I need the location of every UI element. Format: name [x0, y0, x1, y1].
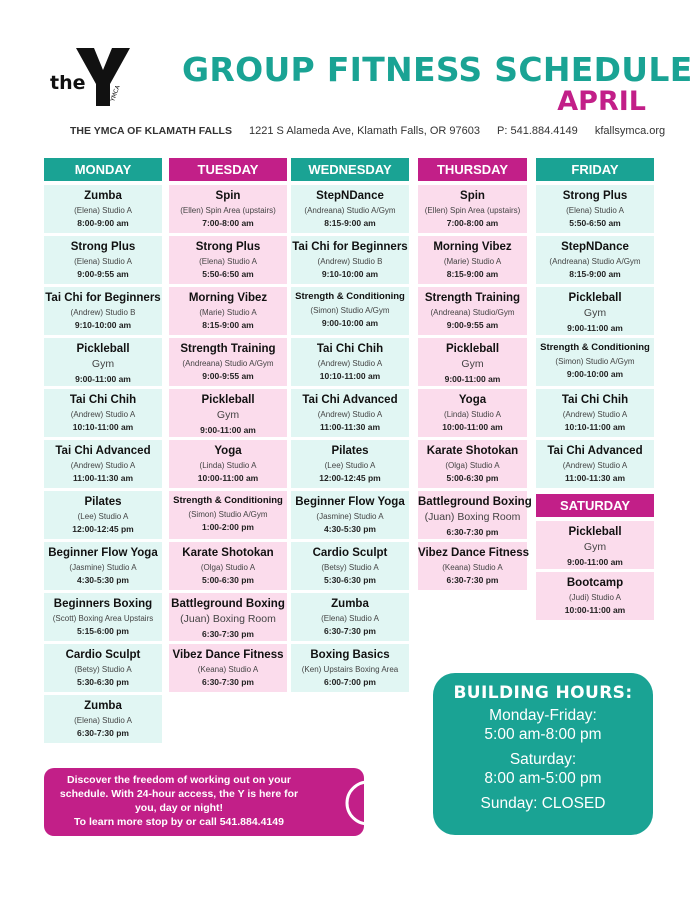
class-location: (Betsy) Studio A	[74, 665, 132, 675]
class-location: (Andrew) Studio A	[562, 410, 628, 420]
class-name: Morning Vibez	[433, 241, 512, 253]
class-name: StepNDance	[316, 190, 384, 202]
class-time: 11:00-11:30 am	[564, 473, 626, 484]
class-location: (Andreana) Studio/Gym	[430, 308, 515, 318]
class-block-wednesday	[291, 185, 409, 233]
class-name: Strength & Conditioning	[540, 342, 650, 353]
class-time: 8:15-9:00 am	[324, 218, 376, 229]
class-block-tuesday	[169, 389, 287, 437]
class-name: Pickleball	[201, 394, 255, 406]
class-time: 4:30-5:30 pm	[324, 524, 376, 535]
class-time: 4:30-5:30 pm	[77, 575, 129, 586]
page-title: GROUP FITNESS SCHEDULE	[182, 50, 693, 89]
class-location: (Olga) Studio A	[200, 563, 256, 573]
contact-line	[70, 125, 679, 137]
class-time: 5:15-6:00 pm	[77, 626, 129, 637]
class-block-thursday	[418, 389, 527, 437]
class-block-monday	[44, 695, 162, 743]
promo-line-1: Discover the freedom of working out on your schedule. With 24-hour access, the Y is here for you, day or night!	[59, 774, 299, 814]
class-time: 9:00-10:00 am	[566, 368, 624, 379]
class-name: Tai Chi Advanced	[547, 445, 643, 457]
ymca-logo	[50, 44, 132, 108]
class-location: (Judi) Studio A	[568, 593, 622, 603]
class-time: 6:30-7:30 pm	[77, 728, 129, 739]
class-block-tuesday	[169, 542, 287, 590]
class-location: (Ellen) Spin Area (upstairs)	[180, 206, 276, 216]
class-name: Strength Training	[180, 343, 276, 355]
promo-banner	[44, 768, 364, 836]
class-location: (Scott) Boxing Area Upstairs	[52, 614, 154, 624]
class-name: Tai Chi Chih	[69, 394, 137, 406]
logo-tag: YMCA	[109, 84, 122, 103]
class-name: Tai Chi Advanced	[302, 394, 398, 406]
class-time: 9:00-9:55 am	[446, 320, 499, 331]
class-name: Tai Chi Chih	[316, 343, 384, 355]
class-time: 5:50-6:50 am	[202, 269, 254, 280]
class-block-wednesday	[291, 287, 409, 335]
class-time: 9:00-11:00 am	[444, 373, 501, 384]
class-time: 10:10-11:00 am	[72, 422, 134, 433]
class-block-thursday	[418, 287, 527, 335]
class-time: 9:10-10:00 am	[74, 320, 132, 331]
class-time: 9:00-11:00 am	[75, 373, 131, 384]
day-header-saturday: SATURDAY	[536, 494, 654, 517]
class-block-monday	[44, 440, 162, 488]
class-time: 1:00-2:00 pm	[202, 521, 254, 532]
class-block-friday	[536, 389, 654, 437]
class-location: (Andreana) Studio A/Gym	[549, 257, 641, 267]
class-time: 9:00-11:00 am	[567, 322, 623, 333]
class-location: (Jasmine) Studio A	[69, 563, 137, 573]
class-block-wednesday	[291, 644, 409, 692]
class-block-wednesday	[291, 389, 409, 437]
class-location: Gym	[91, 358, 115, 371]
class-name: Tai Chi for Beginners	[292, 241, 408, 253]
class-time: 9:00-10:00 am	[321, 317, 379, 328]
class-time: 6:30-7:30 pm	[202, 628, 254, 639]
building-hours-heading: BUILDING HOURS:	[453, 683, 633, 703]
class-location: (Linda) Studio A	[199, 461, 257, 471]
class-block-thursday	[418, 491, 532, 539]
saturday-label: Saturday:	[509, 750, 577, 768]
class-time: 10:10-11:00 am	[564, 422, 626, 433]
class-location: (Andrew) Studio A	[70, 410, 136, 420]
class-name: Yoga	[458, 394, 487, 406]
class-name: Beginner Flow Yoga	[48, 547, 158, 559]
class-name: StepNDance	[561, 241, 629, 253]
class-time: 12:00-12:45 pm	[72, 524, 134, 535]
class-time: 5:30-6:30 pm	[77, 677, 129, 688]
class-location: (Elena) Studio A	[74, 257, 132, 267]
class-name: Cardio Sculpt	[65, 649, 141, 661]
class-time: 6:30-7:30 pm	[446, 575, 499, 586]
building-hours-panel	[433, 673, 653, 835]
class-location: (Andrew) Studio A	[562, 461, 628, 471]
month-label: APRIL	[557, 86, 646, 117]
class-time: 12:00-12:45 pm	[319, 473, 381, 484]
class-name: Pilates	[84, 496, 122, 508]
class-location: (Ken) Upstairs Boxing Area	[301, 665, 399, 675]
class-name: Beginners Boxing	[53, 598, 153, 610]
class-location: (Elena) Studio A	[74, 716, 132, 726]
class-block-thursday	[418, 236, 527, 284]
class-time: 11:00-11:30 am	[72, 473, 134, 484]
class-location: (Elena) Studio A	[566, 206, 624, 216]
class-time: 8:15-9:00 am	[202, 320, 254, 331]
day-header-wednesday: WEDNESDAY	[291, 158, 409, 181]
class-name: Vibez Dance Fitness	[172, 649, 284, 661]
class-time: 9:00-9:55 am	[77, 269, 129, 280]
class-name: Morning Vibez	[188, 292, 268, 304]
class-location: (Andreana) Studio A/Gym	[304, 206, 396, 216]
class-location: (Betsy) Studio A	[321, 563, 379, 573]
class-location: (Keana) Studio A	[197, 665, 259, 675]
class-block-friday	[536, 440, 654, 488]
day-column-wednesday	[291, 158, 409, 695]
class-time: 9:10-10:00 am	[321, 269, 379, 280]
class-location: Gym	[461, 358, 484, 371]
class-name: Battleground Boxing	[418, 496, 532, 508]
class-time: 6:30-7:30 pm	[446, 526, 499, 537]
class-block-tuesday	[169, 185, 287, 233]
class-name: Strong Plus	[195, 241, 261, 253]
class-location: (Lee) Studio A	[77, 512, 129, 522]
class-block-monday	[44, 644, 162, 692]
class-time: 5:00-6:30 pm	[202, 575, 254, 586]
class-block-thursday	[418, 440, 527, 488]
class-name: Spin	[460, 190, 485, 202]
address: 1221 S Alameda Ave, Klamath Falls, OR 97603	[249, 125, 480, 137]
class-time: 8:15-9:00 am	[446, 269, 499, 280]
class-name: Pickleball	[568, 526, 622, 538]
class-time: 7:00-8:00 am	[446, 218, 499, 229]
class-name: Boxing Basics	[310, 649, 390, 661]
class-block-tuesday	[169, 440, 287, 488]
class-location: (Andrew) Studio A	[317, 410, 383, 420]
promo-text	[52, 774, 306, 830]
day-column-friday	[536, 158, 654, 623]
class-location: (Juan) Boxing Room	[424, 511, 521, 524]
class-name: Karate Shotokan	[182, 547, 274, 559]
class-name: Zumba	[331, 598, 369, 610]
class-time: 10:00-11:00 am	[197, 473, 259, 484]
sunday-hours: Sunday: CLOSED	[480, 794, 606, 812]
class-block-tuesday	[169, 287, 287, 335]
ymca-y-icon	[74, 44, 132, 108]
class-name: Cardio Sculpt	[312, 547, 388, 559]
class-time: 5:30-6:30 pm	[324, 575, 376, 586]
class-location: (Andrew) Studio A	[317, 359, 383, 369]
class-location: (Elena) Studio A	[321, 614, 379, 624]
class-location: (Elena) Studio A	[199, 257, 257, 267]
class-block-tuesday	[169, 338, 287, 386]
class-name: Vibez Dance Fitness	[418, 547, 529, 559]
class-location: Gym	[583, 307, 607, 320]
class-location: (Jasmine) Studio A	[316, 512, 384, 522]
class-location: (Andrew) Studio B	[70, 308, 136, 318]
class-block-friday	[536, 338, 654, 386]
class-block-tuesday	[169, 644, 287, 692]
class-location: Gym	[583, 541, 607, 554]
class-block-monday	[44, 389, 162, 437]
logo-word: the	[50, 72, 86, 94]
class-time: 6:30-7:30 pm	[324, 626, 376, 637]
class-name: Strength & Conditioning	[295, 291, 405, 302]
class-block-wednesday	[291, 236, 409, 284]
class-block-wednesday	[291, 440, 409, 488]
day-header-monday: MONDAY	[44, 158, 162, 181]
class-name: Tai Chi Chih	[561, 394, 629, 406]
class-name: Strong Plus	[562, 190, 628, 202]
class-name: Tai Chi Advanced	[55, 445, 151, 457]
day-column-thursday	[418, 158, 532, 593]
class-location: Gym	[216, 409, 240, 422]
class-time: 10:00-11:00 am	[442, 422, 503, 433]
class-name: Spin	[215, 190, 241, 202]
class-time: 6:00-7:00 pm	[324, 677, 376, 688]
class-location: (Andreana) Studio A/Gym	[182, 359, 274, 369]
class-block-monday	[44, 185, 162, 233]
class-name: Yoga	[214, 445, 242, 457]
class-block-wednesday	[291, 593, 409, 641]
class-block-saturday	[536, 521, 654, 569]
class-block-monday	[44, 542, 162, 590]
class-location: (Olga) Studio A	[445, 461, 500, 471]
class-time: 7:00-8:00 am	[202, 218, 254, 229]
class-block-tuesday	[169, 236, 287, 284]
day-column-tuesday	[169, 158, 287, 695]
class-name: Pickleball	[445, 343, 500, 355]
class-time: 9:00-11:00 am	[200, 424, 256, 435]
weekday-hours: 5:00 am-8:00 pm	[484, 725, 602, 743]
class-block-wednesday	[291, 491, 409, 539]
class-block-tuesday	[169, 491, 287, 539]
class-time: 10:00-11:00 am	[564, 605, 626, 616]
saturday-hours: 8:00 am-5:00 pm	[484, 769, 602, 787]
class-name: Beginner Flow Yoga	[295, 496, 405, 508]
website-link[interactable]: kfallsymca.org	[594, 125, 666, 137]
class-block-saturday	[536, 572, 654, 620]
class-name: Zumba	[84, 190, 122, 202]
day-header-friday: FRIDAY	[536, 158, 654, 181]
class-time: 8:15-9:00 am	[569, 269, 621, 280]
class-location: (Simon) Studio A/Gym	[310, 305, 390, 315]
class-name: Karate Shotokan	[426, 445, 519, 457]
class-name: Bootcamp	[566, 577, 624, 589]
class-location: (Andrew) Studio B	[317, 257, 383, 267]
class-block-monday	[44, 593, 162, 641]
phone: P: 541.884.4149	[497, 125, 578, 137]
day-column-monday	[44, 158, 162, 746]
class-name: Strong Plus	[70, 241, 136, 253]
class-time: 5:00-6:30 pm	[446, 473, 499, 484]
class-location: (Ellen) Spin Area (upstairs)	[424, 206, 521, 216]
class-location: (Lee) Studio A	[324, 461, 376, 471]
class-name: Tai Chi for Beginners	[45, 292, 161, 304]
class-location: (Elena) Studio A	[74, 206, 132, 216]
class-location: (Andrew) Studio A	[70, 461, 136, 471]
class-block-wednesday	[291, 338, 409, 386]
class-time: 6:30-7:30 pm	[202, 677, 254, 688]
class-time: 5:50-6:50 am	[569, 218, 621, 229]
class-block-friday	[536, 185, 654, 233]
class-name: Pickleball	[76, 343, 130, 355]
class-name: Battleground Boxing	[171, 598, 285, 610]
class-block-wednesday	[291, 542, 409, 590]
class-name: Zumba	[84, 700, 122, 712]
class-location: (Juan) Boxing Room	[180, 613, 276, 626]
class-block-monday	[44, 491, 162, 539]
class-name: Strength Training	[424, 292, 521, 304]
class-block-monday	[44, 236, 162, 284]
class-block-monday	[44, 287, 162, 335]
clock-icon	[342, 777, 394, 829]
class-name: Strength & Conditioning	[173, 495, 283, 506]
day-header-tuesday: TUESDAY	[169, 158, 287, 181]
class-location: (Simon) Studio A/Gym	[555, 356, 635, 366]
class-location: (Marie) Studio A	[443, 257, 502, 267]
class-block-thursday	[418, 542, 527, 590]
class-block-friday	[536, 236, 654, 284]
class-time: 9:00-11:00 am	[567, 556, 623, 567]
class-block-monday	[44, 338, 162, 386]
org-name: THE YMCA OF KLAMATH FALLS	[70, 125, 232, 137]
class-location: (Marie) Studio A	[199, 308, 257, 318]
class-name: Pickleball	[568, 292, 622, 304]
day-header-thursday: THURSDAY	[418, 158, 527, 181]
class-block-thursday	[418, 338, 527, 386]
class-time: 10:10-11:00 am	[319, 371, 381, 382]
promo-line-2: To learn more stop by or call 541.884.4149	[74, 815, 284, 828]
class-time: 8:00-9:00 am	[77, 218, 129, 229]
class-block-tuesday	[169, 593, 287, 641]
class-location: (Simon) Studio A/Gym	[188, 509, 268, 519]
class-location: (Linda) Studio A	[444, 410, 501, 420]
class-time: 11:00-11:30 am	[319, 422, 381, 433]
class-block-thursday	[418, 185, 527, 233]
day-column-saturday	[536, 494, 654, 620]
class-time: 9:00-9:55 am	[202, 371, 254, 382]
class-name: Pilates	[331, 445, 369, 457]
class-block-friday	[536, 287, 654, 335]
weekday-label: Monday-Friday:	[489, 707, 597, 724]
class-location: (Keana) Studio A	[442, 563, 503, 573]
